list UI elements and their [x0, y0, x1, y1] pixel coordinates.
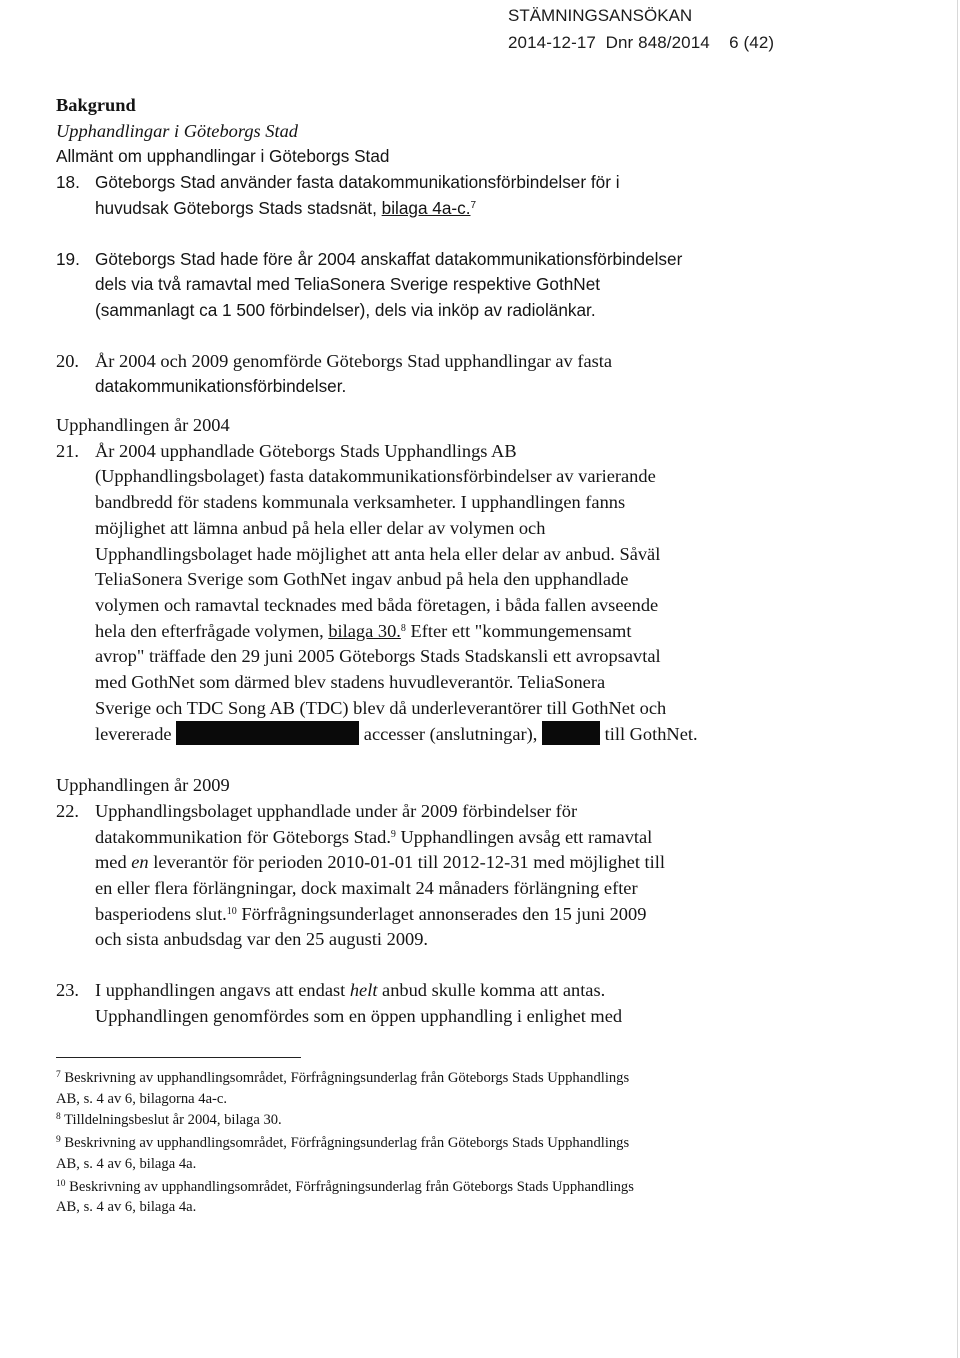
- section-heading-upphandling-2009: Upphandlingen år 2009: [56, 775, 230, 796]
- paragraph-20: 20. År 2004 och 2009 genomförde Göteborgs Stad upphandlingar av fasta: [56, 349, 936, 375]
- section-subtitle: Upphandlingar i Göteborgs Stad: [56, 120, 298, 141]
- header-page: 6 (42): [729, 33, 775, 52]
- paragraph-number: 19.: [56, 248, 80, 269]
- document-body: Bakgrund Upphandlingar i Göteborgs Stad Allmänt om upphandlingar i Göteborgs Stad 18. Göteborgs Stad använder fasta datakommunikationsförbindelser för i huvudsak Göteborgs Stads stadsnät, bilaga 4a-c.$^7$ 19. Göteborgs Stad hade före år 2004 anskaffat datakommunikationsförbindelser dels via två ramavtal med TeliaSonera Sverige respektive GothNet (sammanlagt ca 1 500 förbindelser), dels via inköp av radiolänkar. 20. År 2004 och 2009 genomförde Göteborgs Stad upphandlingar av fasta datakommunikationsförbindelser. Upphandlingen år 2004 21. År 2004 upphandlade Göteborgs Stads Upphandlings AB (Upphandlingsbolaget) fasta datakommunikationsförbindelser av varierande bandbredd för stadens kommunala verksamheter. I upphandlingen fanns möjlighet att lämna anbud på hela eller delar av volymen och Upphandlingsbolaget hade möjlighet att anta hela eller delar av anbud. Såväl TeliaSonera Sverige som GothNet ingav anbud på hela den upphandlade volymen och ramavtal tecknades med båda företagen, i båda fallen avseende hela den efterfrågade volymen, bilaga 30.$^8$ Efter ett "kommungemensamt avrop" träffade den 29 juni 2005 Göteborgs Stads Stadskansli ett avropsavtal med GothNet som därmed blev stadens huvudleverantör. TeliaSonera Sverige och TDC Song AB (TDC) blev då underleverantörer till GothNet och levererade accesser (anslutningar), till GothNet. Upphandlingen år 2009 22. Upphandlingsbolaget upphandlade under år 2009 förbindelser för datakommunikation för Göteborgs Stad.$^9$ Upphandlingen avsåg ett ramavtal med en leverantör för perioden 2010-01-01 till 2012-12-31 med möjlighet till en eller flera förlängningar, dock maximalt 24 månaders förlängning efter basperiodens slut.$^{10}$ Förfrågningsunderlaget annonserades den 15 juni 2009 och sista anbudsdag var den 25 augusti 2009. 23. I upphandlingen angavs att endast helt anbud skulle komma att antas. Upphandlingen genomfördes som en öppen upphandling i enlighet med: [56, 93, 936, 1030]
- paragraph-21: 21. År 2004 upphandlade Göteborgs Stads Upphandlings AB: [56, 439, 936, 465]
- footnote-ref: 7: [470, 199, 477, 211]
- bilaga-30-link[interactable]: bilaga 30.: [328, 620, 401, 641]
- header-dnr: Dnr 848/2014: [605, 33, 710, 52]
- paragraph-19: 19. Göteborgs Stad hade före år 2004 anskaffat datakommunikationsförbindelser: [56, 247, 936, 273]
- footnote-ref: 10: [226, 905, 237, 917]
- section-heading-upphandling-2004: Upphandlingen år 2004: [56, 415, 230, 436]
- footnote-ref: 8: [400, 622, 406, 634]
- paragraph-number: 22.: [56, 800, 79, 821]
- footnote-ref: 9: [390, 828, 396, 840]
- footnote-7: $^7$ Beskrivning av upphandlingsområdet, Förfrågningsunderlag från Göteborgs Stads Upphandlings AB, s. 4 av 6, bilagorna 4a-c.: [56, 1070, 630, 1107]
- paragraph-22: 22. Upphandlingsbolaget upphandlade under år 2009 förbindelser för: [56, 799, 936, 825]
- paragraph-number: 21.: [56, 440, 79, 461]
- paragraph-number: 18.: [56, 172, 80, 193]
- footnotes: [56, 1068, 756, 1218]
- paragraph-number: 20.: [56, 350, 79, 371]
- scan-edge: [957, 0, 958, 1358]
- header-meta: [508, 29, 928, 56]
- paragraph-18: 18. Göteborgs Stad använder fasta datakommunikationsförbindelser för i: [56, 170, 936, 196]
- footnote-10: $^{10}$ Beskrivning av upphandlingsområdet, Förfrågningsunderlag från Göteborgs Stads Upphandlings AB, s. 4 av 6, bilaga 4a.: [56, 1178, 634, 1216]
- paragraph-23: 23. I upphandlingen angavs att endast helt anbud skulle komma att antas.: [56, 978, 936, 1004]
- bilaga-4a-c-link[interactable]: bilaga 4a-c.: [381, 197, 471, 218]
- section-heading-bakgrund: Bakgrund: [56, 95, 136, 115]
- redaction-block: [176, 721, 359, 745]
- paragraph-number: 23.: [56, 980, 79, 1001]
- document-header: [508, 2, 928, 56]
- footnote-separator: [56, 1057, 301, 1058]
- redaction-block: [542, 721, 600, 745]
- section-heading-allmant: Allmänt om upphandlingar i Göteborgs Stad: [56, 146, 390, 167]
- footnote-9: $^9$ Beskrivning av upphandlingsområdet, Förfrågningsunderlag från Göteborgs Stads Upphandlings AB, s. 4 av 6, bilaga 4a.: [56, 1134, 630, 1172]
- footnote-8: $^8$ Tilldelningsbeslut år 2004, bilaga 30.: [56, 1111, 282, 1128]
- header-date: 2014-12-17: [508, 33, 596, 52]
- document-title: STÄMNINGSANSÖKAN: [508, 6, 693, 25]
